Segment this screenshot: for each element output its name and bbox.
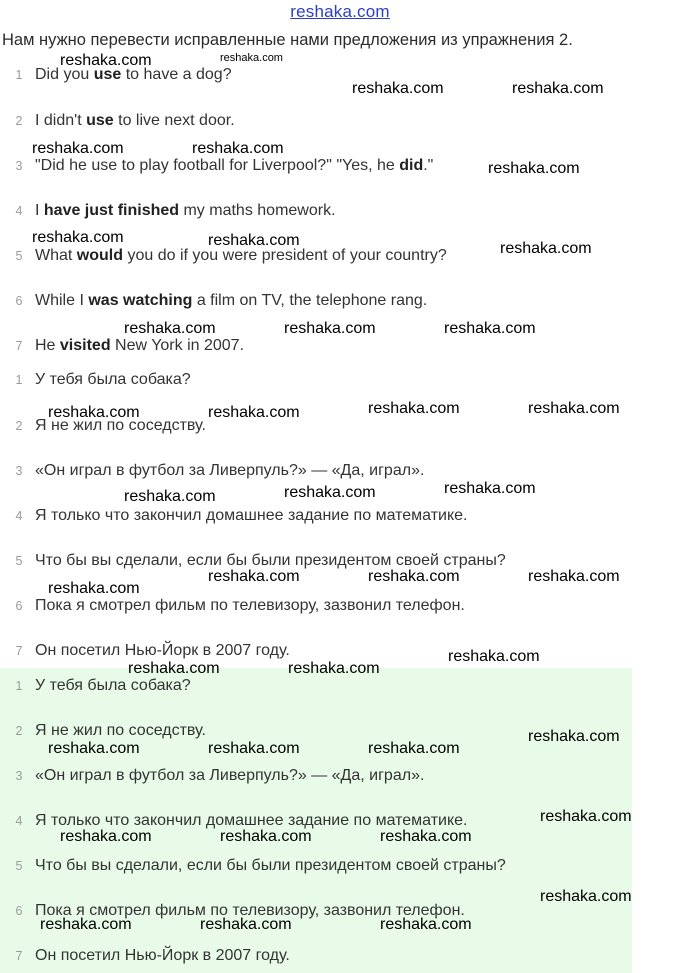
item-number: 3 [15,769,23,783]
sentence-text [35,292,427,310]
site-logo-link[interactable]: reshaka.com [290,2,390,21]
sentence-text [35,202,336,220]
item-number: 4 [15,814,23,828]
watermark-text: reshaka.com [444,320,536,337]
text-fragment: my maths homework. [179,202,336,219]
watermark-text: reshaka.com [208,232,300,249]
sentence-text: Что бы вы сделали, если бы были президентом своей страны? [35,552,506,569]
watermark-text: reshaka.com [500,240,592,257]
sentence-text: «Он играл в футбол за Ливерпуль?» — «Да, играл». [35,767,425,784]
watermark-text: reshaka.com [32,229,124,246]
watermark-text: reshaka.com [288,660,380,677]
watermark-text: reshaka.com [48,740,140,757]
sentence-text: Пока я смотрел фильм по телевизору, зазвонил телефон. [35,902,465,919]
watermark-text: reshaka.com [540,888,632,905]
text-fragment: to live next door. [113,112,235,129]
item-number: 6 [15,599,23,613]
item-number: 7 [15,339,23,353]
text-fragment: a film on TV, the telephone rang. [192,292,428,309]
watermark-text: reshaka.com [48,580,140,597]
watermark-text: reshaka.com [60,52,152,69]
sentence-text: У тебя была собака? [35,371,191,388]
watermark-text: reshaka.com [128,660,220,677]
watermark-text: reshaka.com [208,404,300,421]
watermark-text: reshaka.com [60,828,152,845]
sentence-text [35,157,433,175]
text-fragment: ." [423,157,434,174]
item-number: 1 [15,679,23,693]
watermark-text: reshaka.com [540,808,632,825]
sentence-text [35,112,235,130]
russian_repeat-sentence-5 [0,854,506,878]
text-fragment: He [35,337,60,354]
bold-fragment: use [86,112,114,129]
russian-sentence-1 [0,368,191,392]
sentence-text [35,337,244,355]
watermark-text: reshaka.com [220,828,312,845]
text-fragment: Did you [35,66,94,83]
watermark-text: reshaka.com [528,568,620,585]
item-number: 4 [15,204,23,218]
bold-fragment: would [76,247,124,264]
item-number: 2 [15,724,23,738]
russian-sentence-3 [0,459,424,483]
item-number: 7 [15,644,23,658]
watermark-text: reshaka.com [368,740,460,757]
watermark-text: reshaka.com [380,828,472,845]
watermark-text: reshaka.com [512,80,604,97]
sentence-text: Что бы вы сделали, если бы были президентом своей страны? [35,857,506,874]
watermark-text: reshaka.com [488,160,580,177]
watermark-text: reshaka.com [208,740,300,757]
bold-fragment: use [93,66,122,83]
watermark-text: reshaka.com [284,320,376,337]
text-fragment: to have a dog? [121,66,232,83]
item-number: 1 [15,373,23,387]
watermark-text: reshaka.com [444,480,536,497]
watermark-text: reshaka.com [368,568,460,585]
bold-fragment: did [399,157,424,174]
item-number: 1 [15,68,23,82]
item-number: 5 [15,554,23,568]
item-number: 5 [15,859,23,873]
watermark-text: reshaka.com [200,916,292,933]
english-sentence-6 [0,289,427,313]
item-number: 3 [15,159,23,173]
item-number: 4 [15,509,23,523]
watermark-text: reshaka.com [124,488,216,505]
sentence-text: Я не жил по соседству. [35,417,206,434]
item-number: 7 [15,949,23,963]
watermark-text: reshaka.com [528,400,620,417]
item-number: 6 [15,294,23,308]
sentence-text: Он посетил Нью-Йорк в 2007 году. [35,642,290,659]
text-fragment: While I [35,292,89,309]
watermark-text: reshaka.com [208,568,300,585]
item-number: 5 [15,249,23,263]
watermark-text: reshaka.com [368,400,460,417]
sentence-text: Пока я смотрел фильм по телевизору, зазвонил телефон. [35,597,465,614]
text-fragment: What [35,247,77,264]
item-number: 2 [15,114,23,128]
sentence-text: Я только что закончил домашнее задание по математике. [35,812,468,829]
watermark-text: reshaka.com [32,140,124,157]
text-fragment: New York in 2007. [110,337,245,354]
russian_repeat-sentence-7 [0,944,290,968]
watermark-text: reshaka.com [352,80,444,97]
watermark-text: reshaka.com [448,648,540,665]
bold-fragment: have just finished [43,202,180,219]
item-number: 3 [15,464,23,478]
watermark-text: reshaka.com [380,916,472,933]
intro-text: Нам нужно перевести исправленные нами предложения из упражнения 2. [2,31,573,49]
item-number: 2 [15,419,23,433]
sentence-text: Он посетил Нью-Йорк в 2007 году. [35,947,290,964]
watermark-text: reshaka.com [192,140,284,157]
text-fragment: I [35,202,44,219]
text-fragment: "Did he use to play football for Liverpool?" "Yes, he [35,157,400,174]
watermark-text: reshaka.com [284,484,376,501]
watermark-text: reshaka.com [528,728,620,745]
text-fragment: you do if you were president of your country? [123,247,447,264]
russian_repeat-sentence-3 [0,764,424,788]
russian-sentence-4 [0,504,468,528]
sentence-text: Я не жил по соседству. [35,722,206,739]
english-sentence-2 [0,109,235,133]
watermark-text-small: reshaka.com [220,52,283,64]
english-sentence-4 [0,199,336,223]
sentence-text: «Он играл в футбол за Ливерпуль?» — «Да, играл». [35,462,425,479]
watermark-text: reshaka.com [124,320,216,337]
item-number: 6 [15,904,23,918]
text-fragment: I didn't [35,112,87,129]
bold-fragment: was watching [88,292,193,309]
watermark-text: reshaka.com [40,916,132,933]
bold-fragment: visited [59,337,111,354]
sentence-text: Я только что закончил домашнее задание по математике. [35,507,468,524]
sentence-text: У тебя была собака? [35,677,191,694]
watermark-text: reshaka.com [48,404,140,421]
